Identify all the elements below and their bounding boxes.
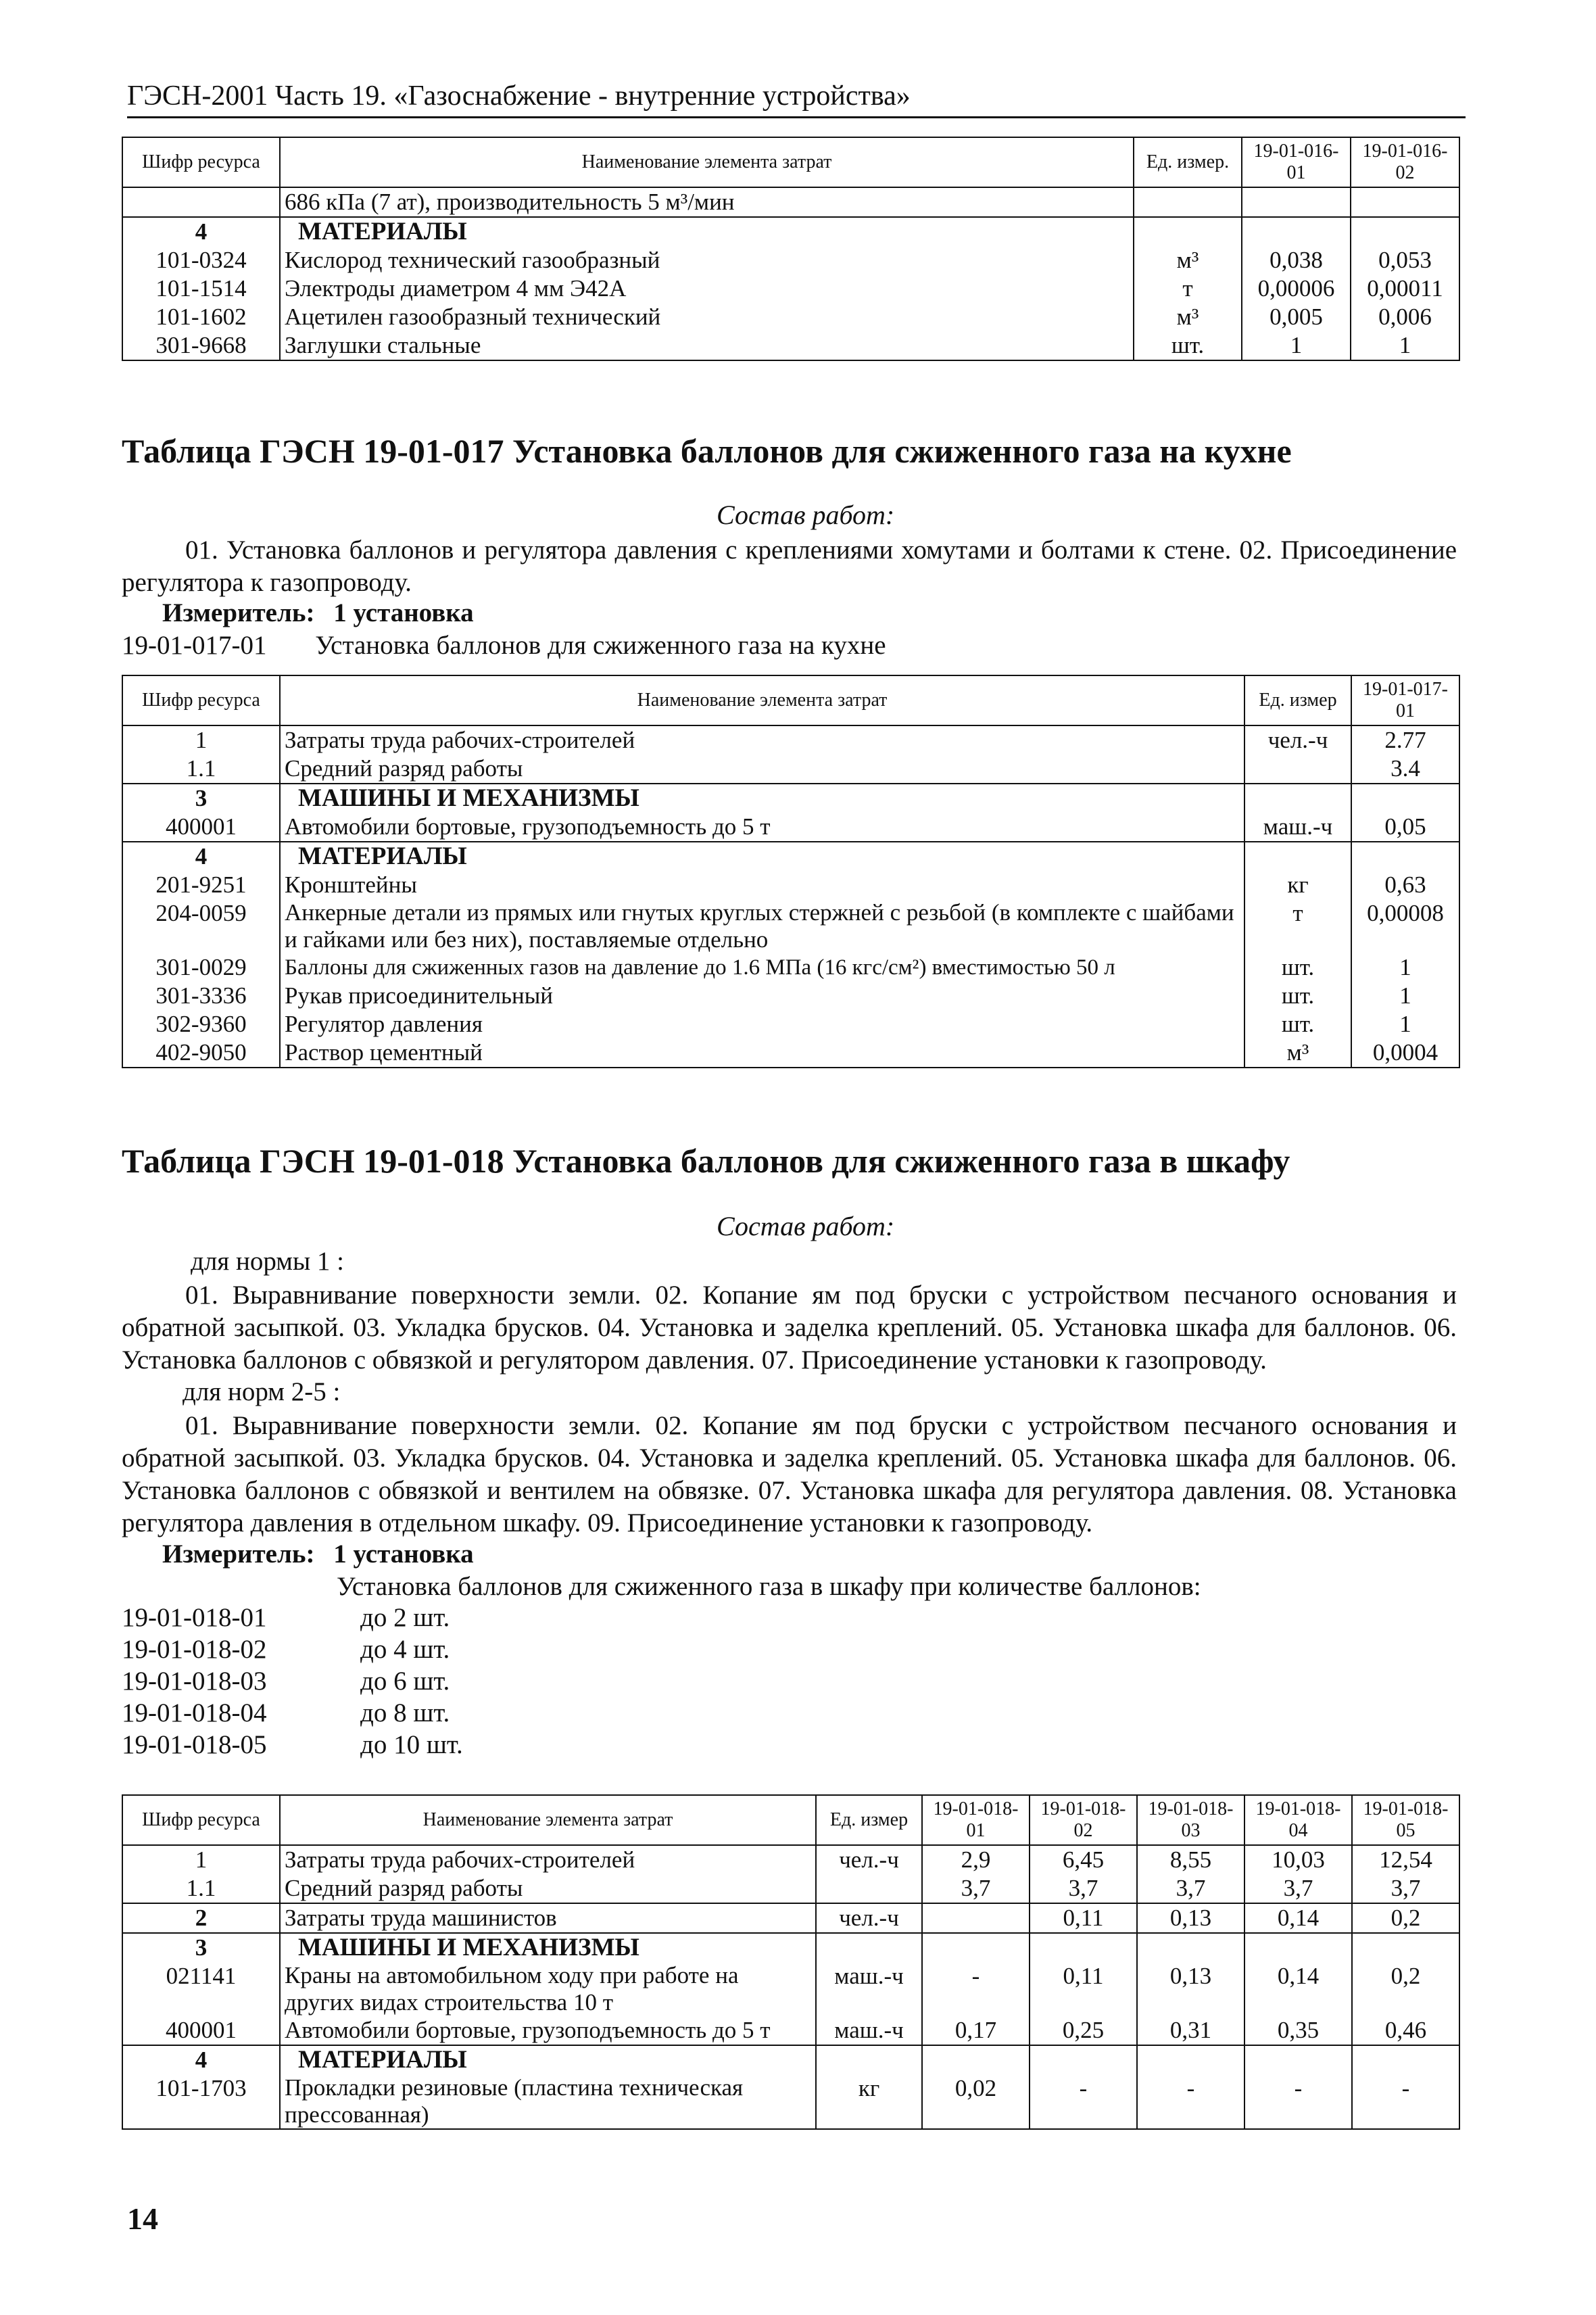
section-heading: МАШИНЫ И МЕХАНИЗМЫ [280,1933,816,1962]
resource-value [1351,842,1459,871]
resource-name: 686 кПа (7 ат), производительность 5 м³/мин [280,187,1134,217]
resource-value: 3,7 [1030,1874,1137,1903]
resource-value [1137,1933,1244,1962]
resource-value [1242,187,1351,217]
resource-unit [1134,187,1242,217]
meter [162,598,474,628]
section-heading: МАШИНЫ И МЕХАНИЗМЫ [280,784,1244,813]
work-heading: Состав работ: [717,1211,895,1241]
resource-code: 301-0029 [122,953,280,982]
norms-intro: Установка баллонов для сжиженного газа в шкафу при количестве баллонов: [337,1572,1201,1601]
resource-value: 0,00011 [1351,275,1459,303]
section-heading: МАТЕРИАЛЫ [280,2045,816,2074]
header-col: 19-01-017-01 [1351,675,1459,725]
resource-name: Средний разряд работы [280,755,1244,784]
header-unit: Ед. измер [1244,675,1351,725]
resource-value [1244,1933,1352,1962]
resource-value: 0,2 [1352,1962,1459,2016]
table-row [122,2074,1459,2129]
resource-value: 0,25 [1030,2016,1137,2045]
resource-name: Заглушки стальные [280,331,1134,360]
table-row [122,813,1459,842]
list-item [122,1698,595,1729]
norm-desc: до 2 шт. [360,1603,450,1632]
resource-value: 3,7 [1352,1874,1459,1903]
resource-value: 0,2 [1352,1903,1459,1933]
norm-code: 19-01-018-05 [122,1730,267,1759]
section-heading: МАТЕРИАЛЫ [280,217,1134,246]
resource-value: 12,54 [1352,1845,1459,1874]
resource-value [1352,2045,1459,2074]
table-row [122,871,1459,899]
resource-value [1352,1933,1459,1962]
resource-value: 0,0004 [1351,1039,1459,1068]
resource-value: 0,46 [1352,2016,1459,2045]
resource-unit [1244,842,1351,871]
resource-name: Кислород технический газообразный [280,246,1134,275]
table-row [122,842,1459,871]
resource-unit: кг [1244,871,1351,899]
header-col: 19-01-018-05 [1352,1795,1459,1845]
resource-value [1351,187,1459,217]
table-row [122,331,1459,360]
resource-name: Автомобили бортовые, грузоподъемность до 5 т [280,813,1244,842]
meter-label: Измеритель: [162,1540,315,1569]
resource-value [1351,784,1459,813]
resource-code: 302-9360 [122,1010,280,1039]
resource-unit: м³ [1244,1039,1351,1068]
resource-value: 0,05 [1351,813,1459,842]
resource-code [122,187,280,217]
resource-unit: м³ [1134,303,1242,331]
resource-value: 3,7 [1244,1874,1352,1903]
table-row [122,899,1459,953]
resource-code: 4 [122,842,280,871]
resource-value [1137,2045,1244,2074]
norm-code: 19-01-018-01 [122,1603,267,1632]
resource-value: 6,45 [1030,1845,1137,1874]
resource-name: Прокладки резиновые (пластина техническая прессованная) [280,2074,816,2129]
resource-code: 400001 [122,2016,280,2045]
resource-value [1351,217,1459,246]
resource-value: 0,053 [1351,246,1459,275]
resource-value: 3,7 [922,1874,1030,1903]
resource-value: 1 [1351,331,1459,360]
table-row [122,2045,1459,2074]
table-title-018: Таблица ГЭСН 19-01-018 Установка баллонов для сжиженного газа в шкафу [122,1142,1290,1180]
table-row [122,303,1459,331]
table-row [122,1903,1459,1933]
resource-name: Затраты труда машинистов [280,1903,816,1933]
resource-code: 4 [122,2045,280,2074]
header-unit: Ед. измер [816,1795,922,1845]
table-row [122,217,1459,246]
norm1-description [122,1279,1457,1377]
norm25-description [122,1410,1457,1540]
resource-value: 0,63 [1351,871,1459,899]
table-row [122,1010,1459,1039]
header-name: Наименование элемента затрат [280,137,1134,187]
resource-value: 0,17 [922,2016,1030,2045]
table-row [122,2016,1459,2045]
list-item [122,1729,595,1761]
resource-unit: маш.-ч [816,1962,922,2016]
header-code: Шифр ресурса [122,1795,280,1845]
header-name: Наименование элемента затрат [280,1795,816,1845]
norm1-text: 01. Выравнивание поверхности земли. 02. Копание ям под бруски с устройством песчаного основания и обратной засыпкой. 03. Укладка брусков. 04. Установка и заделка креплений. 05. Установка шкафа для баллонов. 06. Установка баллонов с обвязкой и регулятором давления. 07. Присоединение установки к газопроводу. [122,1281,1457,1375]
resource-unit [1244,784,1351,813]
resource-unit: чел.-ч [816,1903,922,1933]
norm-desc: до 6 шт. [360,1667,450,1696]
resource-value: 0,038 [1242,246,1351,275]
resource-name: Ацетилен газообразный технический [280,303,1134,331]
resource-name: Рукав присоединительный [280,982,1244,1010]
resource-unit [1244,755,1351,784]
norm25-text: 01. Выравнивание поверхности земли. 02. Копание ям под бруски с устройством песчаного основания и обратной засыпкой. 03. Укладка брусков. 04. Установка и заделка креплений. 05. Установка шкафа для баллонов. 06. Установка баллонов с обвязкой и вентилем на обвязке. 07. Установка шкафа для регулятора давления. 08. Установка регулятора давления в отдельном шкафу. 09. Присоединение установки к газопроводу. [122,1411,1457,1537]
table-19-01-017 [122,675,1460,1068]
meter-value: 1 установка [333,1540,474,1569]
header-col: 19-01-018-02 [1030,1795,1137,1845]
norm-code: 19-01-018-02 [122,1635,267,1664]
resource-value: 8,55 [1137,1845,1244,1874]
work-description [122,534,1457,599]
table-title-017: Таблица ГЭСН 19-01-017 Установка баллонов для сжиженного газа на кухне [122,432,1292,470]
norm-code: 19-01-017-01 [122,631,267,660]
resource-value: 0,14 [1244,1962,1352,2016]
resource-unit: маш.-ч [816,2016,922,2045]
table-row [122,1962,1459,2016]
resource-name: Электроды диаметром 4 мм Э42А [280,275,1134,303]
resource-value: 0,005 [1242,303,1351,331]
resource-unit: шт. [1244,953,1351,982]
resource-name: Регулятор давления [280,1010,1244,1039]
resource-unit: т [1134,275,1242,303]
table-19-01-016 [122,137,1460,361]
resource-value [1030,1933,1137,1962]
resource-code: 301-9668 [122,331,280,360]
resource-value: 0,31 [1137,2016,1244,2045]
norm-code: 19-01-018-04 [122,1698,267,1727]
resource-code: 101-1703 [122,2074,280,2129]
resource-unit: шт. [1134,331,1242,360]
resource-value: - [922,1962,1030,2016]
resource-unit: чел.-ч [1244,725,1351,755]
list-item [122,1666,595,1698]
resource-unit: т [1244,899,1351,953]
resource-code: 101-1514 [122,275,280,303]
resource-value: - [1137,2074,1244,2129]
list-item [122,1634,595,1666]
norms-list [122,1602,595,1761]
table-19-01-018 [122,1794,1460,2130]
header-col: 19-01-016-02 [1351,137,1459,187]
norm1-label: для нормы 1 : [191,1247,344,1276]
resource-value [1030,2045,1137,2074]
meter-value: 1 установка [333,598,474,627]
header-unit: Ед. измер. [1134,137,1242,187]
work-heading: Состав работ: [717,500,895,530]
resource-code: 2 [122,1903,280,1933]
resource-name: Анкерные детали из прямых или гнутых круглых стержней с резьбой (в комплекте с шайбами и гайками или без них), поставляемые отдельно [280,899,1244,953]
resource-value: 0,006 [1351,303,1459,331]
meter-label: Измеритель: [162,598,315,627]
resource-unit: маш.-ч [1244,813,1351,842]
norm-desc: до 10 шт. [360,1730,463,1759]
resource-name: Затраты труда рабочих-строителей [280,725,1244,755]
header-name: Наименование элемента затрат [280,675,1244,725]
resource-value: - [1030,2074,1137,2129]
resource-name: Кронштейны [280,871,1244,899]
resource-unit [816,2045,922,2074]
resource-name: Затраты труда рабочих-строителей [280,1845,816,1874]
table-row [122,275,1459,303]
norm-code: 19-01-018-03 [122,1667,267,1696]
resource-value: 0,35 [1244,2016,1352,2045]
resource-name: Раствор цементный [280,1039,1244,1068]
resource-value: 10,03 [1244,1845,1352,1874]
resource-value: 1 [1351,982,1459,1010]
resource-value: - [1352,2074,1459,2129]
table-row [122,1874,1459,1903]
resource-code: 400001 [122,813,280,842]
table-row [122,1039,1459,1068]
resource-name: Средний разряд работы [280,1874,816,1903]
resource-value: - [1244,2074,1352,2129]
work-text: 01. Установка баллонов и регулятора давления с креплениями хомутами и болтами к стене. 02. Присоединение регулятора к газопроводу. [122,535,1457,597]
resource-value: 0,02 [922,2074,1030,2129]
resource-value: 1 [1351,1010,1459,1039]
resource-value: 2,9 [922,1845,1030,1874]
resource-name: Краны на автомобильном ходу при работе на других видах строительства 10 т [280,1962,816,2016]
resource-value: 1 [1242,331,1351,360]
norm-name: Установка баллонов для сжиженного газа на кухне [315,631,886,660]
resource-value [1244,2045,1352,2074]
resource-code: 1.1 [122,1874,280,1903]
resource-unit: м³ [1134,246,1242,275]
resource-value [922,1933,1030,1962]
resource-code: 204-0059 [122,899,280,953]
header-col: 19-01-016-01 [1242,137,1351,187]
header-col: 19-01-018-04 [1244,1795,1352,1845]
resource-code: 402-9050 [122,1039,280,1068]
header-code: Шифр ресурса [122,675,280,725]
norm-desc: до 4 шт. [360,1635,450,1664]
resource-value: 1 [1351,953,1459,982]
resource-value: 0,14 [1244,1903,1352,1933]
resource-unit [1134,217,1242,246]
resource-code: 101-0324 [122,246,280,275]
resource-name: Баллоны для сжиженных газов на давление до 1.6 МПа (16 кгс/см²) вместимостью 50 л [280,953,1244,982]
page-number: 14 [127,2201,158,2236]
resource-unit [816,1933,922,1962]
resource-code: 301-3336 [122,982,280,1010]
resource-value: 0,13 [1137,1962,1244,2016]
running-header: ГЭСН-2001 Часть 19. «Газоснабжение - внутренние устройства» [127,80,1466,118]
resource-value: 0,11 [1030,1962,1137,2016]
resource-unit: кг [816,2074,922,2129]
resource-value [922,2045,1030,2074]
meter [162,1539,474,1569]
table-row [122,187,1459,217]
resource-code: 201-9251 [122,871,280,899]
resource-value: 3,7 [1137,1874,1244,1903]
resource-code: 3 [122,1933,280,1962]
resource-code: 101-1602 [122,303,280,331]
table-row [122,953,1459,982]
table-row [122,1845,1459,1874]
resource-code: 021141 [122,1962,280,2016]
resource-value [1242,217,1351,246]
resource-value: 0,00008 [1351,899,1459,953]
resource-value: 0,11 [1030,1903,1137,1933]
resource-unit: чел.-ч [816,1845,922,1874]
resource-code: 3 [122,784,280,813]
table-row [122,755,1459,784]
resource-value: 3.4 [1351,755,1459,784]
header-col: 19-01-018-01 [922,1795,1030,1845]
table-row [122,725,1459,755]
table-row [122,784,1459,813]
resource-unit: шт. [1244,982,1351,1010]
resource-unit: шт. [1244,1010,1351,1039]
resource-name: Автомобили бортовые, грузоподъемность до 5 т [280,2016,816,2045]
table-row [122,246,1459,275]
table-row [122,982,1459,1010]
resource-code: 4 [122,217,280,246]
resource-value: 0,13 [1137,1903,1244,1933]
header-code: Шифр ресурса [122,137,280,187]
resource-value: 2.77 [1351,725,1459,755]
resource-code: 1.1 [122,755,280,784]
list-item [122,1602,595,1634]
table-row [122,1933,1459,1962]
resource-code: 1 [122,725,280,755]
header-col: 19-01-018-03 [1137,1795,1244,1845]
resource-code: 1 [122,1845,280,1874]
norm-desc: до 8 шт. [360,1698,450,1727]
norm25-label: для норм 2-5 : [183,1377,341,1406]
resource-value: 0,00006 [1242,275,1351,303]
resource-value [922,1903,1030,1933]
resource-unit [816,1874,922,1903]
norm-line [122,630,886,661]
section-heading: МАТЕРИАЛЫ [280,842,1244,871]
